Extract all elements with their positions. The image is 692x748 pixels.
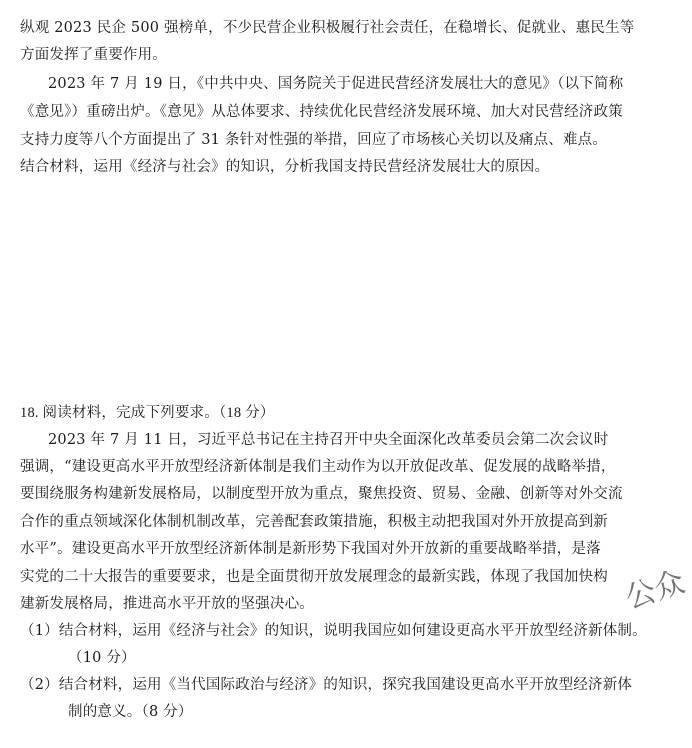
watermark: 公众 (621, 564, 690, 617)
material-line: 建新发展格局，推进高水平开放的坚强决心。 (20, 596, 314, 612)
material-line: 2023 年 7 月 11 日，习近平总书记在主持召开中央全面深化改革委员会第二次会议时 (48, 432, 609, 448)
material-line: 方面发挥了重要作用。 (20, 47, 167, 63)
sub-question-2: （2）结合材料，运用《当代国际政治与经济》的知识，探究我国建设更高水平开放型经济新体 (20, 677, 633, 693)
material-line: 水平”。建设更高水平开放型经济新体制是新形势下我国对外开放新的重要战略举措，是落 (20, 541, 601, 557)
question-prompt: 结合材料，运用《经济与社会》的知识，分析我国支持民营经济发展壮大的原因。 (20, 159, 550, 175)
material-line: 合作的重点领域深化体制机制改革，完善配套政策措施，积极主动把我国对外开放提高到新 (20, 514, 608, 530)
material-line: 纵观 2023 民企 500 强榜单，不少民营企业积极履行社会责任，在稳增长、促就业、惠民生等 (20, 20, 635, 36)
material-line: 实党的二十大报告的重要要求，也是全面贯彻开放发展理念的最新实践，体现了我国加快构 (20, 569, 608, 585)
material-line: 要围绕服务构建新发展格局，以制度型开放为重点，聚焦投资、贸易、金融、创新等对外交流 (20, 486, 623, 502)
sub-question-1-score: （10 分） (68, 650, 136, 666)
sub-question-2-cont: 制的意义。（8 分） (68, 704, 193, 720)
material-line: 《意见》）重磅出炉。《意见》从总体要求、持续优化民营经济发展环境、加大对民营经济政策 (20, 104, 623, 120)
material-line: 支持力度等八个方面提出了 31 条针对性强的举措，回应了市场核心关切以及痛点、难点。 (20, 132, 608, 148)
material-line: 2023 年 7 月 19 日，《中共中央、国务院关于促进民营经济发展壮大的意见》（以下简称 (48, 76, 624, 92)
sub-question-1: （1）结合材料，运用《经济与社会》的知识，说明我国应如何建设更高水平开放型经济新体制。 (20, 623, 647, 639)
question-header: 18. 阅读材料，完成下列要求。（18 分） (20, 405, 275, 421)
material-line: 强调，“建设更高水平开放型经济新体制是我们主动作为以开放促改革、促发展的战略举措， (20, 459, 616, 475)
